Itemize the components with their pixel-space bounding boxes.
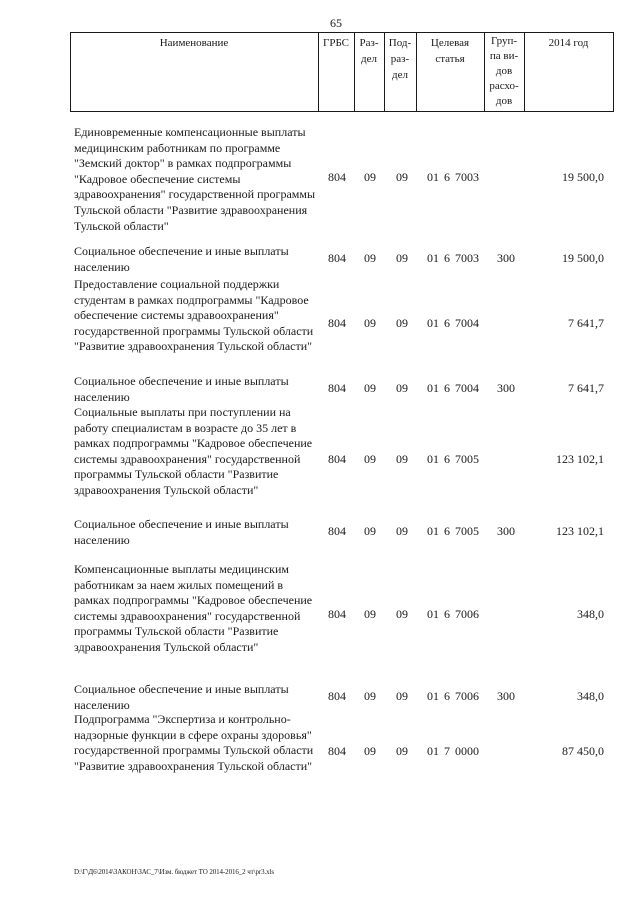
row-target: 01 6 7006 [427,607,479,621]
row-target: 01 6 7005 [427,452,479,466]
row-name: Предоставление социальной поддержки студентам в рамках подпрограммы "Кадровое обеспечение системы здравоохранения" государственной программы Тульской области "Развитие здравоохранения Тульской области" [74,277,314,354]
row-amount: 348,0 [577,607,604,621]
header-group-line: дов [495,65,513,77]
row-podrazdel: 09 [396,452,408,466]
row-podrazdel: 09 [396,381,408,395]
row-amount: 7 641,7 [568,381,604,395]
row-target: 01 6 7004 [427,316,479,330]
row-name: Компенсационные выплаты медицинским работникам за наем жилых помещений в рамках подпрограммы "Кадровое обеспечение системы здравоохранения" государственной программы Тульской области "Развитие здравоохранения Тульской области" [74,562,313,654]
row-razdel: 09 [364,689,376,703]
row-target: 01 6 7003 [427,170,479,184]
row-target: 01 6 7003 [427,251,479,265]
header-razdel-line: дел [361,53,377,65]
row-grbs: 804 [328,381,346,395]
row-razdel: 09 [364,251,376,265]
file-path-footer: D:\Г\Д6\2014\ЗАКОН\ЗАС_7\Изм. бюджет ТО 2014-2016_2 чт\pr3.xls [74,868,274,876]
row-name: Социальное обеспечение и иные выплаты населению [74,374,289,404]
row-name: Социальные выплаты при поступлении на работу специалистам в возрасте до 35 лет в рамках подпрограммы "Кадровое обеспечение системы здравоохранения" государственной программы Тульской области "Развитие здравоохранения Тульской области" [74,405,313,497]
row-amount: 19 500,0 [562,251,604,265]
row-group: 300 [497,524,515,538]
row-name: Единовременные компенсационные выплаты медицинским работникам по программе "Земский доктор" в рамках подпрограммы "Кадровое обеспечение системы здравоохранения" государственной программы Тульской области "Развитие здравоохранения Тульской области" [74,125,316,233]
row-grbs: 804 [328,524,346,538]
row-podrazdel: 09 [396,744,408,758]
row-grbs: 804 [328,744,346,758]
row-group: 300 [497,251,515,265]
header-target-line: Целевая [430,37,470,49]
row-podrazdel: 09 [396,251,408,265]
header-group-line: па ви- [489,50,519,62]
row-target: 01 6 7004 [427,381,479,395]
header-grbs: ГРБС [322,37,350,49]
header-target-line: статья [435,53,465,65]
row-grbs: 804 [328,607,346,621]
row-group: 300 [497,689,515,703]
page-number: 65 [330,16,342,30]
header-podrazdel-line: дел [392,69,408,81]
row-amount: 87 450,0 [562,744,604,758]
row-name: Социальное обеспечение и иные выплаты населению [74,682,289,712]
row-name: Социальное обеспечение и иные выплаты населению [74,517,289,547]
row-podrazdel: 09 [396,607,408,621]
header-group-line: расхо- [489,80,519,92]
row-target: 01 6 7006 [427,689,479,703]
header-group-line: Груп- [490,35,518,47]
row-razdel: 09 [364,381,376,395]
row-amount: 123 102,1 [556,524,604,538]
row-podrazdel: 09 [396,170,408,184]
row-name: Социальное обеспечение и иные выплаты населению [74,244,289,274]
row-target: 01 7 0000 [427,744,479,758]
row-amount: 348,0 [577,689,604,703]
header-razdel-line: Раз- [359,37,379,49]
header-name: Наименование [159,37,229,49]
row-podrazdel: 09 [396,524,408,538]
header-podrazdel-line: Под- [388,37,412,49]
header-podrazdel-line: раз- [390,53,410,65]
row-amount: 19 500,0 [562,170,604,184]
header-year: 2014 год [548,37,589,49]
row-razdel: 09 [364,524,376,538]
row-group: 300 [497,381,515,395]
row-grbs: 804 [328,689,346,703]
row-target: 01 6 7005 [427,524,479,538]
row-grbs: 804 [328,251,346,265]
row-podrazdel: 09 [396,689,408,703]
row-razdel: 09 [364,744,376,758]
row-podrazdel: 09 [396,316,408,330]
row-razdel: 09 [364,316,376,330]
row-name: Подпрограмма "Экспертиза и контрольно-надзорные функции в сфере охраны здоровья" государственной программы Тульской области "Развитие здравоохранения Тульской области" [74,712,314,773]
header-group-line: дов [495,95,513,107]
row-razdel: 09 [364,170,376,184]
row-grbs: 804 [328,452,346,466]
row-grbs: 804 [328,316,346,330]
row-razdel: 09 [364,452,376,466]
row-grbs: 804 [328,170,346,184]
row-amount: 123 102,1 [556,452,604,466]
row-amount: 7 641,7 [568,316,604,330]
row-razdel: 09 [364,607,376,621]
